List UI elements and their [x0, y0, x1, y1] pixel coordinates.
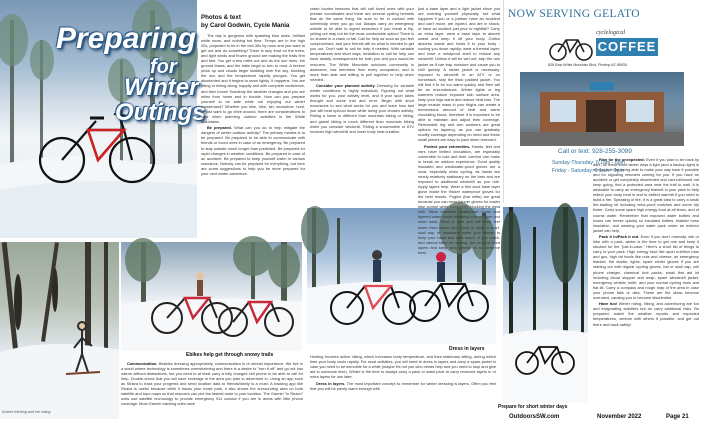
caption-layers: Dress in layers [449, 346, 485, 352]
ad-logo-bicycle-icon [548, 34, 594, 62]
article-title-line-3: Winter [124, 74, 199, 101]
winter-day-photo [503, 207, 588, 403]
fun-paragraph [593, 301, 699, 326]
communication-text [121, 361, 303, 426]
fun-body: Winter riding, hiking, and adventuring are fun and invigorating activities but do carry additional risks. Be prepared, watch the weather reports and expected temperatures, venture with others if possible, and get out there and back safely! [593, 301, 699, 327]
activity-heading: Consider your planned activity. [316, 83, 376, 89]
column-2-text [310, 6, 414, 204]
unexpected-heading: Plan for the unexpected: [599, 157, 645, 162]
footer-page-number: Page 21 [666, 414, 689, 420]
column-3-text [418, 6, 500, 255]
photo-credit: Kristen Kitching and her skiing [2, 410, 51, 414]
column-1-text [201, 33, 305, 236]
communication-body: Besides dressing appropriately, communication is of utmost importance. We live in a world where technology is sometimes overwhelming and there is a desire to "turn it off" and go out into nature without distractions, but you need to at least carry a fully charged cell phone to be able to call for help. Double-check that you will have coverage in the area you plan to adventure in. Using an app such as Strava to track your progress and send location data to friends/family is a must. A tracking app like Strava is useful because while it tracks your exact path, it also shows the surrounding area on both satellite and topo maps so that rescuers can plot the fastest route to your location. The Garmin "In Reach" units use satellite technology to provide emergency 911 contact if you are in areas with little phone coverage. Most Garmin tracking units have [121, 361, 303, 407]
layers-paragraph [310, 381, 496, 391]
ad-hours-weekday: Sunday-Thursday: 6:1am - 6pm [552, 160, 625, 166]
unexpected-paragraph [593, 157, 699, 233]
byline-author: by Carol Godwin, Cycle Mania [201, 22, 290, 29]
intro-paragraph: The day is gorgeous with sparkling blue skies, brilliant white snow, and nothing but time. Temps are in the high 20s, projected to be in the mid-30s by noon and you want to get out and do something! There is lacy frost on the trees, and light winds and frozen ground are making the trails firm and fast. You get a few miles out and as the sun rises, the ground thaws, and the trails begin to turn to mud. A breeze picks up and clouds begin skidding over the sky, blocking the sun and the temperature rapidly plunges. You get disoriented and it begins to snow lightly. It happens. You are riding or hiking along, happily and with complete confidence, and then boom! Suddenly the weather changes and you are miles from home and in trouble. How can you prepare yourself to be safe while out enjoying our winter wonderland? Whether you bike, hike, ski, snowshoe, hunt, or just want to go drive around, there are considerations to take when planning outdoor activities in the White Mountains. [201, 33, 305, 124]
communication-heading: Communication. [127, 361, 158, 366]
be-prepared-heading: Be prepared. [207, 125, 232, 131]
be-prepared-paragraph [201, 125, 305, 175]
layers-heading: Dress in layers. [316, 380, 346, 386]
column-3-paragraph: just a base layer and a light jacket since you are exerting yourself physically, but what happens if you or a partner have an accident and can't move, are injured, and are in shock, or have an incident just prior to nightfall? Carry an extra layer, wear a base layer to absorb sweat and keep it off your body. Cotton absorbs sweat and holds it to your body - cooling you down rapidly; wear a thermal layer; and have a windproof shell to reduce any windchill. Unless it will be wet out, skip the rain jacket as it can trap moisture and cause you to chill quickly. A winter jacket is necessary, exposed to windchill in an ATV or on horseback, skip the thick padded jacket. You will find it to be too warm quickly and then will be an encumbrance. Winter tights or leg warmers reduce exposed skin surface area, keep your legs warm and reduce heat loss. The large muscle mass in your thighs can create a tremendous amount of heat and warm circulating blood, therefore it is important to be able to maintain and adjust their coverage. Removable leg and arm warmers are great options for layering, as you can gradually modify coverage depending on need and these small pieces are easy to pack when removed. [418, 6, 500, 143]
pack-paragraph [593, 234, 699, 300]
ebikes-photo [121, 242, 302, 351]
ad-brand: COFFEE [597, 39, 657, 54]
column-4-text [593, 157, 699, 403]
ad-shop-photo [520, 72, 684, 146]
caption-ebikes: Ebikes help get through snowy trails [186, 352, 274, 358]
pack-heading: Pack it in/Pack it out. [599, 234, 640, 240]
footer-issue: November 2022 [597, 414, 642, 420]
byline-label: Photos & text [201, 14, 241, 21]
ad-hours-weekend: Friday - Saturday: 6:1am - 9pm [552, 168, 624, 174]
extremities-paragraph [418, 144, 500, 255]
activity-body: Dressing for variable winter conditions is highly individual. Figuring out what works for you, your activity level, and if your sport takes thought and some trial and error. Begin with short excursions to see what works for you and learn how fast you will heat up/cool down while doing your chosen activity. Riding a horse is different than mountain biking or hiking, and gravel biking is much different than mountain biking when you consider windchill. Riding a snowmobile or ATV involves high windchill and lower body heat creation. [310, 83, 414, 134]
column-2b-text [310, 354, 496, 426]
layers-body: The most important concept to remember for winter dressing is layers. Often you feel that you will be plenty warm enough with [310, 380, 496, 391]
caption-winter-day: Prepare for short winter days [498, 404, 568, 410]
ad-brand-small: cyclelogical [596, 30, 625, 36]
article-title-line-4: Outings [115, 99, 206, 126]
fun-heading: Have fun! [599, 301, 618, 307]
pack-body: Even if you don't normally ride or hike with a pack, winter is the time to get one and keep it stocked for the "just-in-case." Here's a short list of things to carry in your pack. High energy food like sport nutrition bars and gus, high fat foods like nuts and cheese, an emergency blanket, fire starter, lights, spare winter gloves if you are starting out with regular cycling gloves, hat or skull cap, cell phone charger, chemical foot packs, small first aid kit including blood stopper and wrap, spare windshell jacket, emergency whistle, knife, and your normal cycling tools and flat kit. Carry a compass and rough map of the area in case your phone fails or dies. These are the ideas become overused, causing you to become disoriented. [593, 234, 699, 300]
article-title-line-2: for [150, 56, 177, 78]
ad-brand-box [596, 38, 658, 56]
unexpected-body: Even if you plan to be back by dark, on these short winter days a light (and a backup light) is a must both for being able to make your way back if possible and for signaling rescuers coming for you. If you have an accident or get completely disoriented and cannot/should not keep going, find a protected area near the trail to wait. It is advisable to carry an emergency blanket in your pack to help reflect your body heat in and to deflect warmth if you need to build a fire. Speaking of fire, it is a great idea to carry a small fire-starting kit including wind-proof matches and some dry tinder. Carry some spare high energy food at all times, and of course water. Remember that exposed water bottles and hoses can freeze quickly so insulated bottles, bladder hose insulation, and wearing your water pack under an exterior jacket can help. [593, 157, 699, 233]
ad-banner: NOW SERVING GELATO [508, 8, 640, 20]
footer-site[interactable]: OutdoorsSW.com [509, 414, 560, 420]
column-2-paragraph: crash locator beacons that will call loved ones with your precise coordinates and there are several cycling helmets that do the same thing. Be sure to be in contact with somebody when you go out. Always carry an emergency whistle to be able to signal searchers if you break a flip, yelling out may not be the most comfortable option! There is no shame in a crash or fall. Call for help as soon as you feel compromised, and your friends will do what is needed to get you out. Don't wait to call for help if needed. With variable temperatures and short days, hesitation to call for help can have deadly consequences for both you and your would-be rescuers. The White Mountain outdoors community is awesome, has members from every occupation, and is more than able and willing to pull together to help when needed. [310, 6, 414, 82]
be-prepared-body: What can you do to help mitigate the dangers of winter outdoor activity? The primary mantra is to be prepared. Be prepared to be able to communicate with friends or loved ones in case of an emergency. Be prepared to stay outside much longer than predicted. Be prepared for rapid changes in weather conditions. Be prepared in case of an accident. Be prepared to keep yourself warm in various scenarios. Nobody can be prepared for everything, but here are some suggestions to help you be more prepared for your next winter adventure. [201, 125, 305, 176]
ad-address: 826 East White Mountain Blvd, Pinetop AZ 85935 [548, 63, 627, 67]
ad-phone[interactable]: Call or text: 928-255-3099 [558, 148, 632, 155]
extremities-body: Hands, feet and ears have limited circulation, are especially vulnerable to cold and their comfort can make or break an outdoor experience. Good quality insulated and wind/water-proof gloves are a must, especially when cycling, as hands are nearly relatively stationary on the bars and are exposed to additional windchill as you ride. Apply layers help. Wear a thin wool base layer glove inside the thicker waterproof gloves for the best results. Pogies (bar mitts) are great because you can wear thinner gloves for easier bike control while completely blocking the wind chill. Wear insulated, waterproof boots and layered warm socks including a base layer and outer sock. Wool is best and will keep feet warm even when wet. Carry or wear a scarf, skull cap, or headband under your helmet to keep your head and ears warm. If you crash, and cannot keep on moving, put on your extra layers and keep your helmet on to conserve heat. [418, 143, 500, 255]
skiing-photo [0, 242, 119, 419]
article-title-line-1: Preparing [56, 22, 197, 55]
hunting-paragraph: Hunting involves active hiking, which increases body temperature, and then stationary sitting, during which time your body cools rapidly. For most activities, you will need to dress in layers and carry a spare jacket in case you need to be immobile for a while (maybe it's not you who needs help and you need to stop and give aid to someone else). Winter is the time to always carry a pack or waist pack to carry removed layers in or extra layers for use later. [310, 354, 496, 380]
activity-paragraph [310, 83, 414, 133]
communication-paragraph [121, 361, 303, 406]
extremities-heading: Protect your extremities. [424, 143, 471, 149]
